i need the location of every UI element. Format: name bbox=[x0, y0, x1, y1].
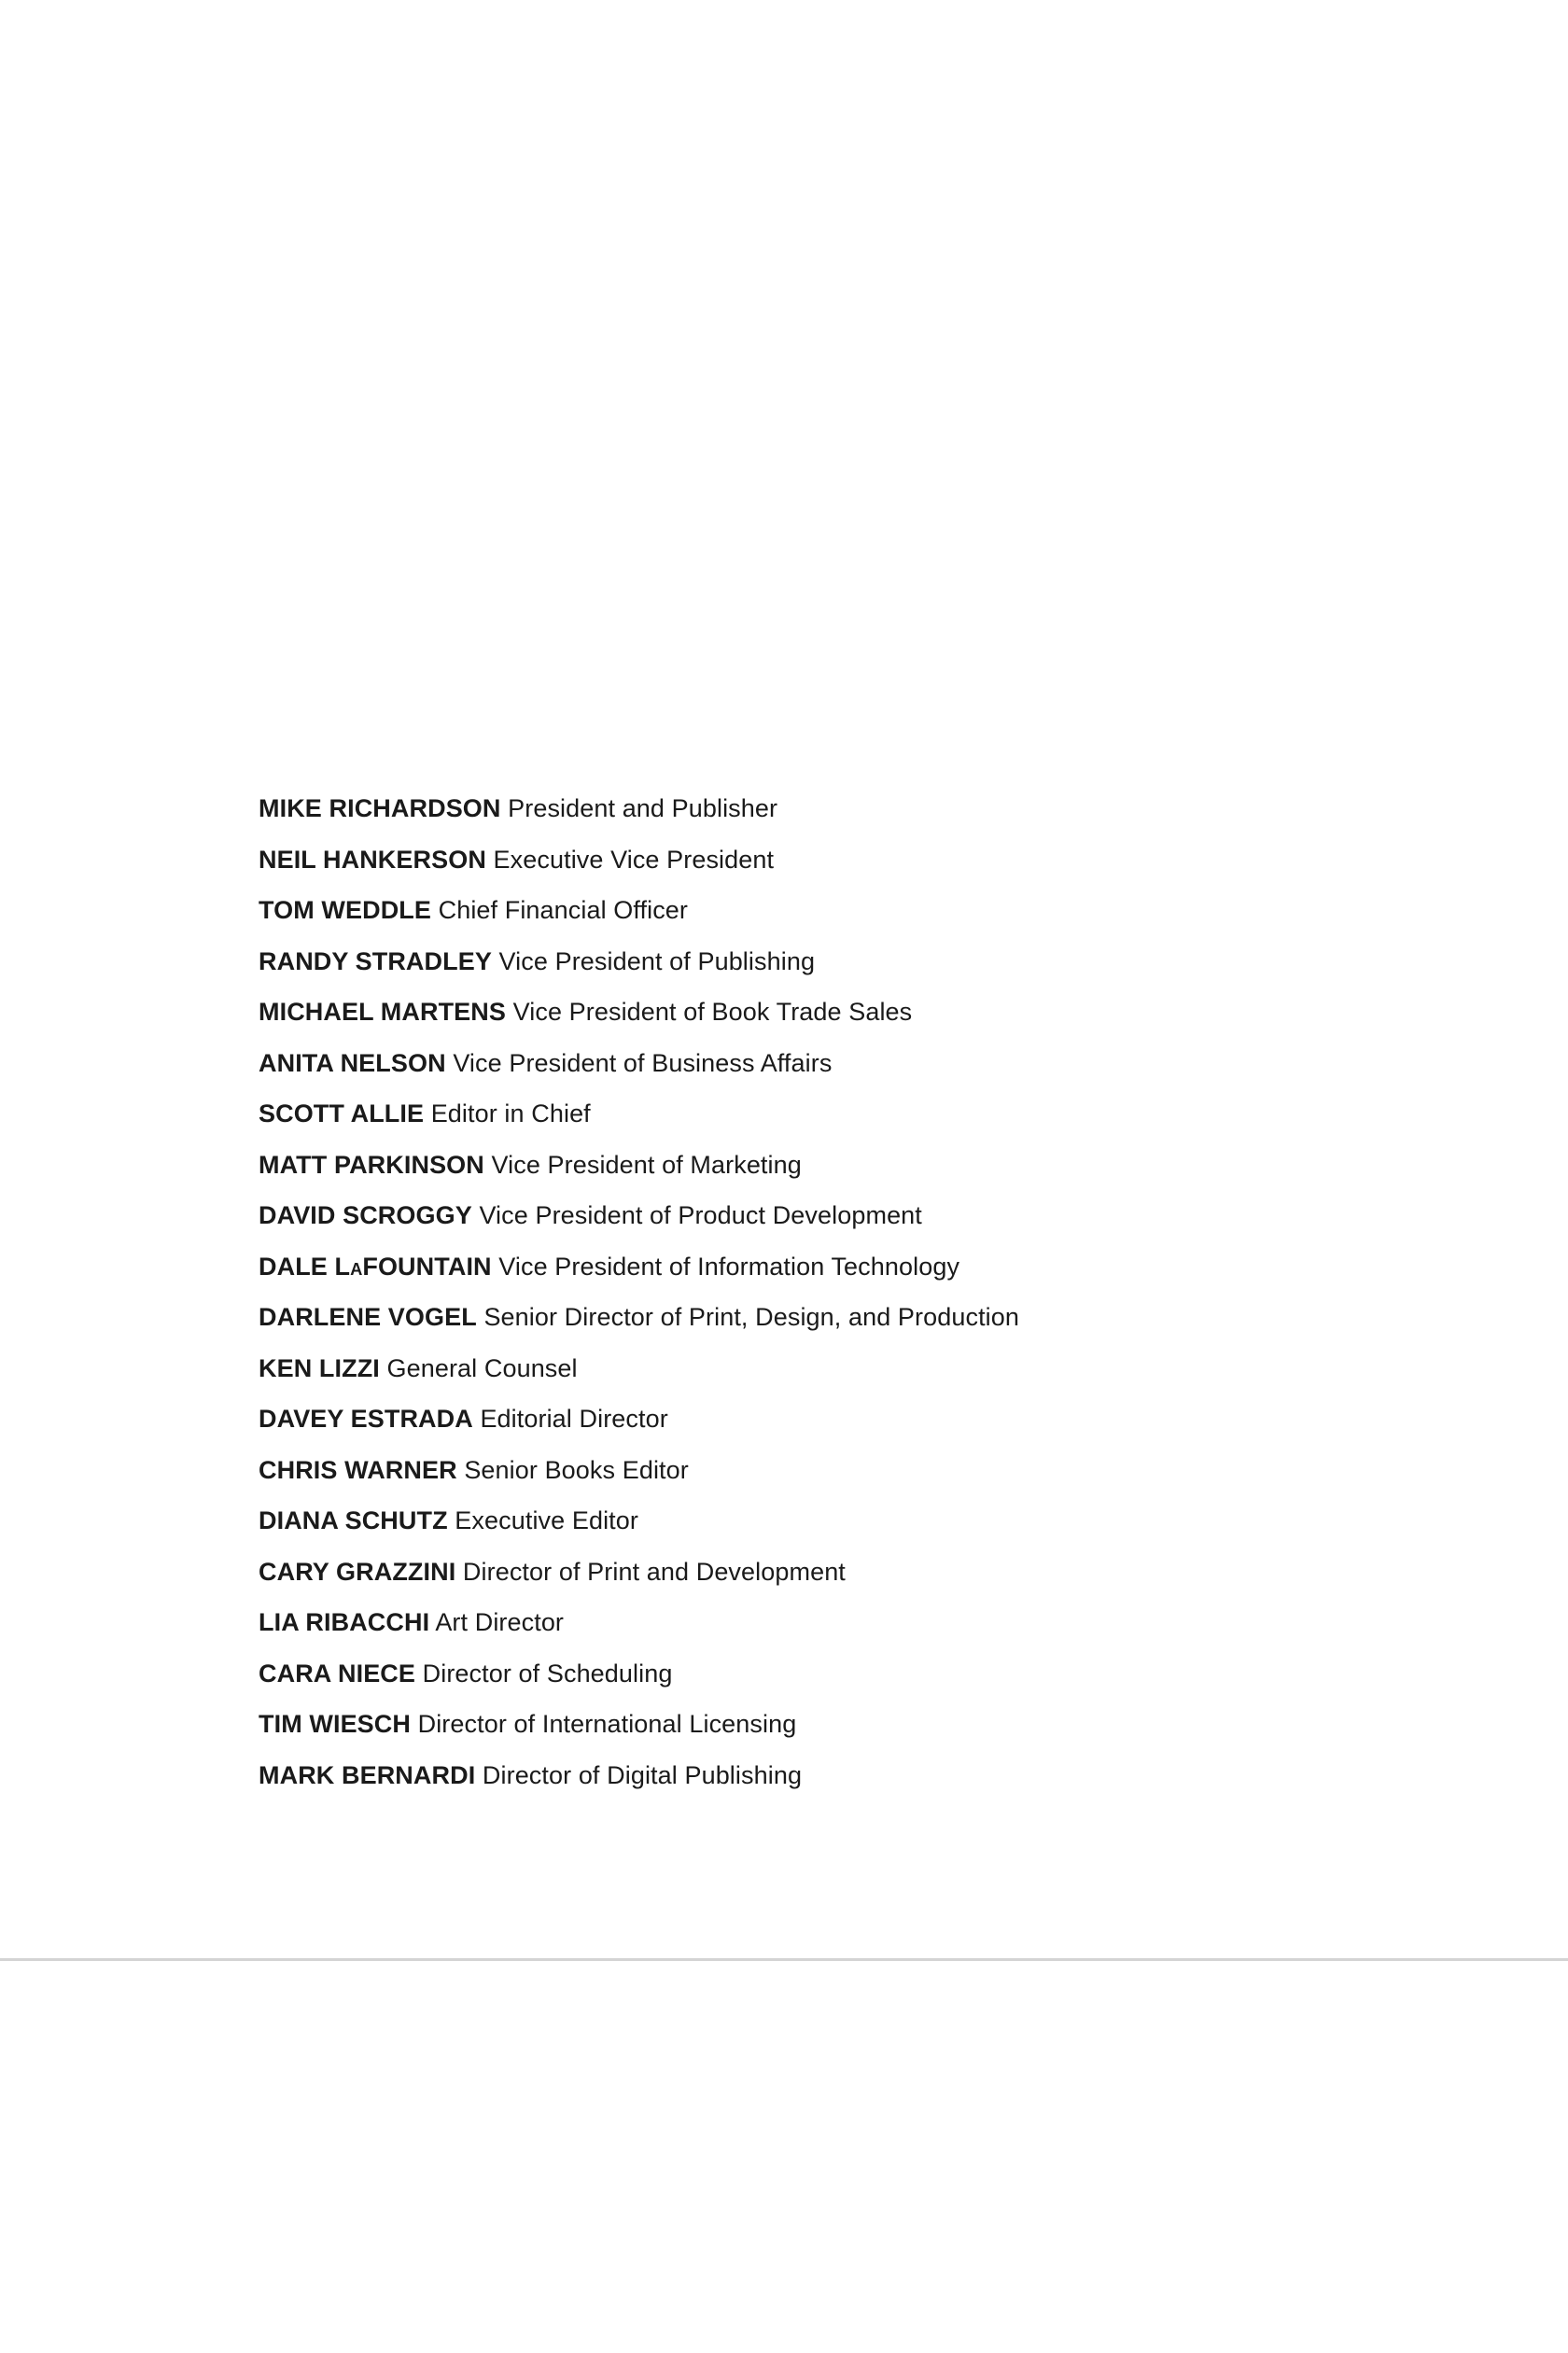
staff-entry bbox=[259, 1043, 1379, 1094]
staff-entry bbox=[259, 1653, 1379, 1704]
staff-entry bbox=[259, 889, 1379, 941]
staff-name: RANDY STRADLEY bbox=[259, 946, 492, 975]
staff-name-part: DALE L bbox=[259, 1252, 351, 1281]
staff-name: CARY GRAZZINI bbox=[259, 1557, 456, 1586]
staff-title: Director of International Licensing bbox=[417, 1710, 797, 1738]
staff-title: Executive Editor bbox=[455, 1506, 638, 1534]
staff-name: MATT PARKINSON bbox=[259, 1150, 484, 1179]
staff-entry bbox=[259, 1296, 1379, 1348]
staff-title: Vice President of Information Technology bbox=[498, 1252, 960, 1281]
staff-name: MIKE RICHARDSON bbox=[259, 794, 501, 822]
staff-name: DIANA SCHUTZ bbox=[259, 1506, 448, 1534]
staff-title: Vice President of Publishing bbox=[498, 946, 816, 975]
staff-entry bbox=[259, 1195, 1379, 1246]
staff-entry bbox=[259, 1602, 1379, 1653]
staff-entry bbox=[259, 1144, 1379, 1196]
staff-entry bbox=[259, 1246, 1379, 1297]
staff-name: KEN LIZZI bbox=[259, 1353, 380, 1382]
staff-title: Chief Financial Officer bbox=[438, 896, 689, 924]
staff-entry bbox=[259, 839, 1379, 890]
staff-name: CARA NIECE bbox=[259, 1659, 416, 1688]
staff-list bbox=[259, 788, 1379, 1805]
staff-title: General Counsel bbox=[386, 1353, 578, 1382]
staff-name: SCOTT ALLIE bbox=[259, 1099, 425, 1127]
staff-entry bbox=[259, 1755, 1379, 1806]
staff-title: Editor in Chief bbox=[430, 1099, 591, 1127]
staff-entry bbox=[259, 1450, 1379, 1501]
staff-title: Director of Print and Development bbox=[462, 1557, 846, 1586]
staff-title: Vice President of Book Trade Sales bbox=[512, 998, 913, 1026]
staff-title: Vice President of Marketing bbox=[491, 1150, 802, 1179]
staff-name: CHRIS WARNER bbox=[259, 1455, 457, 1484]
staff-entry bbox=[259, 788, 1379, 839]
staff-entry bbox=[259, 1551, 1379, 1603]
staff-name: NEIL HANKERSON bbox=[259, 845, 486, 874]
staff-name: ANITA NELSON bbox=[259, 1048, 446, 1077]
staff-entry bbox=[259, 1398, 1379, 1450]
staff-name: MARK BERNARDI bbox=[259, 1760, 476, 1789]
staff-entry bbox=[259, 1703, 1379, 1755]
staff-entry bbox=[259, 1348, 1379, 1399]
page-divider bbox=[0, 1958, 1568, 1961]
staff-title: Executive Vice President bbox=[493, 845, 775, 874]
staff-entry bbox=[259, 941, 1379, 992]
staff-entry bbox=[259, 1093, 1379, 1144]
staff-name-part: FOUNTAIN bbox=[362, 1252, 492, 1281]
staff-name: DARLENE VOGEL bbox=[259, 1303, 477, 1331]
staff-entry bbox=[259, 991, 1379, 1043]
staff-name-part: A bbox=[350, 1258, 363, 1279]
staff-title: Editorial Director bbox=[480, 1405, 668, 1433]
staff-name: MICHAEL MARTENS bbox=[259, 998, 507, 1026]
staff-name: DAVEY ESTRADA bbox=[259, 1405, 473, 1433]
staff-title: Senior Books Editor bbox=[464, 1455, 689, 1484]
staff-title: Director of Scheduling bbox=[422, 1659, 673, 1688]
staff-title: Director of Digital Publishing bbox=[482, 1760, 803, 1789]
staff-entry bbox=[259, 1500, 1379, 1551]
staff-title: Art Director bbox=[435, 1608, 565, 1636]
staff-name bbox=[259, 1253, 492, 1281]
staff-name: TOM WEDDLE bbox=[259, 896, 431, 924]
staff-name: DAVID SCROGGY bbox=[259, 1201, 472, 1229]
staff-title: Vice President of Product Development bbox=[479, 1201, 922, 1229]
staff-title: President and Publisher bbox=[508, 794, 778, 822]
staff-name: TIM WIESCH bbox=[259, 1710, 411, 1738]
staff-name: LIA RIBACCHI bbox=[259, 1608, 430, 1636]
staff-title: Senior Director of Print, Design, and Production bbox=[483, 1303, 1020, 1331]
staff-title: Vice President of Business Affairs bbox=[453, 1048, 833, 1077]
